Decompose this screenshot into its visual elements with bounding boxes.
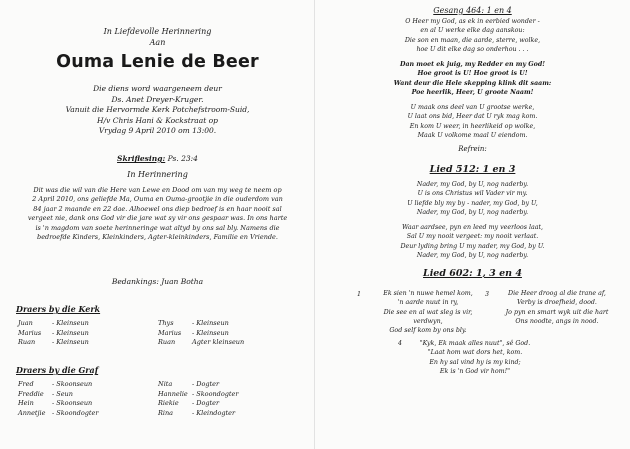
lied-602-verse-1 — [373, 289, 483, 335]
bearer-relation: Agter kleinseun — [192, 338, 245, 347]
verse-line: Poe heerlik, Heer, U groote Naam! — [411, 88, 534, 96]
memorial-line-1: In Liefdevolle Herinnering — [103, 27, 212, 36]
bearer-row — [158, 338, 244, 348]
grave-bearers-title: Draers by die Graf — [16, 365, 99, 375]
paragraph-line: vergeet nie, dank ons God vir die jare wat sy vir ons gespaar was. In ons harte — [27, 214, 288, 223]
bearer-row — [18, 319, 89, 329]
hymn-464-verse-4 — [315, 103, 630, 140]
verse-line: U maak ons deel van U grootse werke, — [410, 104, 535, 111]
bearer-relation: - Kleinseun — [192, 319, 229, 327]
hymn-464-verse-1 — [315, 17, 630, 54]
thanks-line: Bedankings: Juan Botha — [111, 277, 204, 286]
bearer-name: Ruan — [18, 338, 36, 347]
bearer-row — [18, 399, 98, 409]
verse-line: Die son en maan, die aarde, sterre, wolke, — [404, 36, 541, 44]
memorial-line-2: Aan — [149, 38, 166, 47]
bearer-row — [18, 409, 98, 419]
bearer-relation: - Skoondogter — [192, 389, 239, 398]
verse-line: God self kom by ons bly. — [389, 327, 467, 335]
scripture-label: Skriflesing: — [117, 154, 166, 163]
bearer-relation: - Dogter — [192, 399, 220, 408]
bearer-name: Thys — [158, 319, 174, 327]
verse-line: Die see en al wat sleg is vir, verdwyn, — [383, 308, 473, 325]
church-bearers-right — [158, 319, 244, 348]
church-bearers-left — [18, 319, 89, 348]
right-page — [315, 0, 630, 449]
paragraph-line: is 'n magdom van soete herinneringe wat altyd by ons sal bly. Namens die — [35, 223, 280, 232]
bearer-name: Marius — [158, 328, 182, 337]
bearer-row — [158, 390, 238, 400]
lied-602-verse-4 — [410, 339, 540, 376]
bearer-relation: - Seun — [52, 389, 73, 398]
hymn-464-chorus — [315, 60, 630, 97]
verse-line: Dan moet ek juig, my Redder en my God! — [400, 61, 545, 68]
verse-line: Die Heer droog al die trane af, — [508, 290, 606, 297]
refrain-label: Refrein: — [458, 145, 487, 153]
verse-line: Waar aardsee, pyn en leed my veerloos laat, — [401, 224, 544, 231]
verse-line: hoe U dit elke dag so onderhou . . . — [416, 45, 529, 53]
verse-line: En kom U weer, in heerlikeid op wolke, — [409, 122, 536, 130]
bearer-relation: - Dogter — [192, 380, 220, 388]
hymn-464-title: Gesang 464: 1 en 4 — [433, 6, 512, 15]
verse-line: "Kyk, Ek maak alles nuut", sê God. — [419, 340, 531, 347]
bearer-relation: - Skoonseun — [52, 380, 93, 388]
bearer-name: Juan — [18, 319, 33, 327]
service-line: Vanuit die Hervormde Kerk Potchefstroom-Suid, — [65, 105, 250, 115]
obituary-paragraph — [14, 186, 301, 242]
bearer-relation: - Kleinseun — [192, 328, 229, 337]
verse-line: Sal U my nooit vergeet: my nooit verlaat. — [406, 233, 539, 241]
verse-line: Jo pyn en smart wyk uit die hart — [505, 308, 609, 316]
bearer-name: Riekie — [158, 399, 179, 408]
bearer-relation: - Kleinseun — [52, 328, 89, 337]
bearer-name: Freddie — [18, 389, 44, 398]
verse-line: Nader, my God, by U, nog naderby. — [416, 181, 529, 188]
in-memory-heading: In Herinnering — [127, 170, 188, 179]
verse-line: Hoe groot is U! Hoe groot is U! — [417, 70, 528, 78]
verse-line: Want deur die Hele skepping klink dit saam: — [393, 79, 552, 87]
bearer-name: Marius — [18, 328, 42, 337]
bearer-name: Hannelie — [158, 389, 188, 398]
bearer-row — [18, 390, 98, 400]
verse-line: Deur lyding bring U my nader, my God, by U. — [400, 242, 545, 250]
lied-512-verse-3 — [315, 223, 630, 260]
verse-line: en al U werke elke dag aanskou: — [420, 27, 525, 35]
verse-line: "Laat hom wat dors het, kom. — [427, 349, 523, 357]
verse-line: U is ons Christus wil Vader vir my. — [417, 190, 528, 198]
church-bearers-title: Draers by die Kerk — [16, 304, 101, 314]
paragraph-line: bedroefde Kinders, Kleinkinders, Agter-kleinkinders, Familie en Vriende. — [37, 233, 278, 242]
grave-bearers-right — [158, 380, 238, 418]
bearer-row — [158, 409, 238, 419]
bearer-name: Nita — [158, 380, 173, 388]
service-line: Ds. Anet Dreyer-Kruger. — [111, 94, 204, 104]
service-line: H/v Chris Hani & Kockstraat op — [97, 115, 218, 125]
scripture-reading — [0, 154, 315, 163]
bearer-row — [18, 329, 89, 339]
bearer-row — [158, 380, 238, 390]
verse-line: Nader, my God, by U, nog naderby. — [416, 208, 529, 216]
memorial-heading — [0, 26, 315, 48]
bearer-name: Rina — [158, 408, 174, 417]
verse-line: En hy sal vind hy is my kind; — [429, 358, 521, 366]
bearer-name: Fred — [18, 380, 34, 388]
grave-bearers-left — [18, 380, 98, 418]
verse-line: Nader, my God, by U, nog naderby. — [416, 251, 529, 259]
verse-line: Maak U volkome maal U eiendom. — [417, 131, 528, 139]
verse-line: Verby is droefheid, dood. — [517, 299, 597, 307]
bearer-row — [158, 319, 244, 329]
bearer-row — [18, 380, 98, 390]
bearer-name: Annetjie — [18, 408, 46, 417]
lied-602-title: Lied 602: 1, 3 en 4 — [423, 268, 522, 279]
bearer-row — [18, 338, 89, 348]
verse-number-3: 3 — [485, 291, 490, 298]
lied-512-title: Lied 512: 1 en 3 — [429, 164, 516, 175]
bearer-relation: - Skoonseun — [52, 399, 93, 408]
verse-number-4: 4 — [398, 340, 403, 347]
bearer-row — [158, 329, 244, 339]
verse-line: O Heer my God, as ek in eerbied wonder - — [405, 18, 540, 25]
verse-line: Ek is 'n God vir hom!" — [439, 367, 511, 375]
lied-512-verse-1 — [315, 180, 630, 217]
paragraph-line: 84 jaar 2 maande en 22 dae. Alhoewel ons diep bedroef is en haar nooit sal — [33, 204, 282, 213]
bearer-relation: - Kleindogter — [192, 408, 236, 417]
verse-line: 'n aarde nuut in ry, — [397, 299, 459, 307]
bearer-relation: - Kleinseun — [52, 338, 89, 347]
verse-line: Ek sien 'n nuwe hemel kom, — [383, 290, 473, 297]
bearer-row — [158, 399, 238, 409]
service-line: Die diens word waargeneem deur — [93, 84, 222, 93]
paragraph-line: 2 April 2010, ons geliefde Ma, Ouma en Ouma-grootjie in die ouderdom van — [32, 195, 283, 204]
paragraph-line: Dit was die wil van die Here van Lewe en Dood om van my weg te neem op — [33, 186, 282, 194]
verse-line: U laat ons bid, Heer dat U ryk mag kom. — [407, 113, 538, 121]
deceased-name: Ouma Lenie de Beer — [56, 52, 259, 72]
bearer-relation: - Kleinseun — [52, 319, 89, 327]
verse-line: U liefde bly my by - nader, my God, by U, — [407, 199, 538, 207]
verse-number-1: 1 — [357, 291, 362, 298]
lied-602-verse-3 — [497, 289, 617, 326]
bearer-relation: - Skoondogter — [52, 408, 99, 417]
service-line: Vrydag 9 April 2010 om 13:00. — [98, 126, 217, 136]
scripture-reference: Ps. 23:4 — [167, 154, 198, 163]
bearer-name: Ruan — [158, 338, 176, 347]
service-details — [0, 84, 315, 137]
bearer-name: Hein — [18, 399, 34, 408]
verse-line: Ons noodte, angs in nood. — [515, 317, 599, 325]
